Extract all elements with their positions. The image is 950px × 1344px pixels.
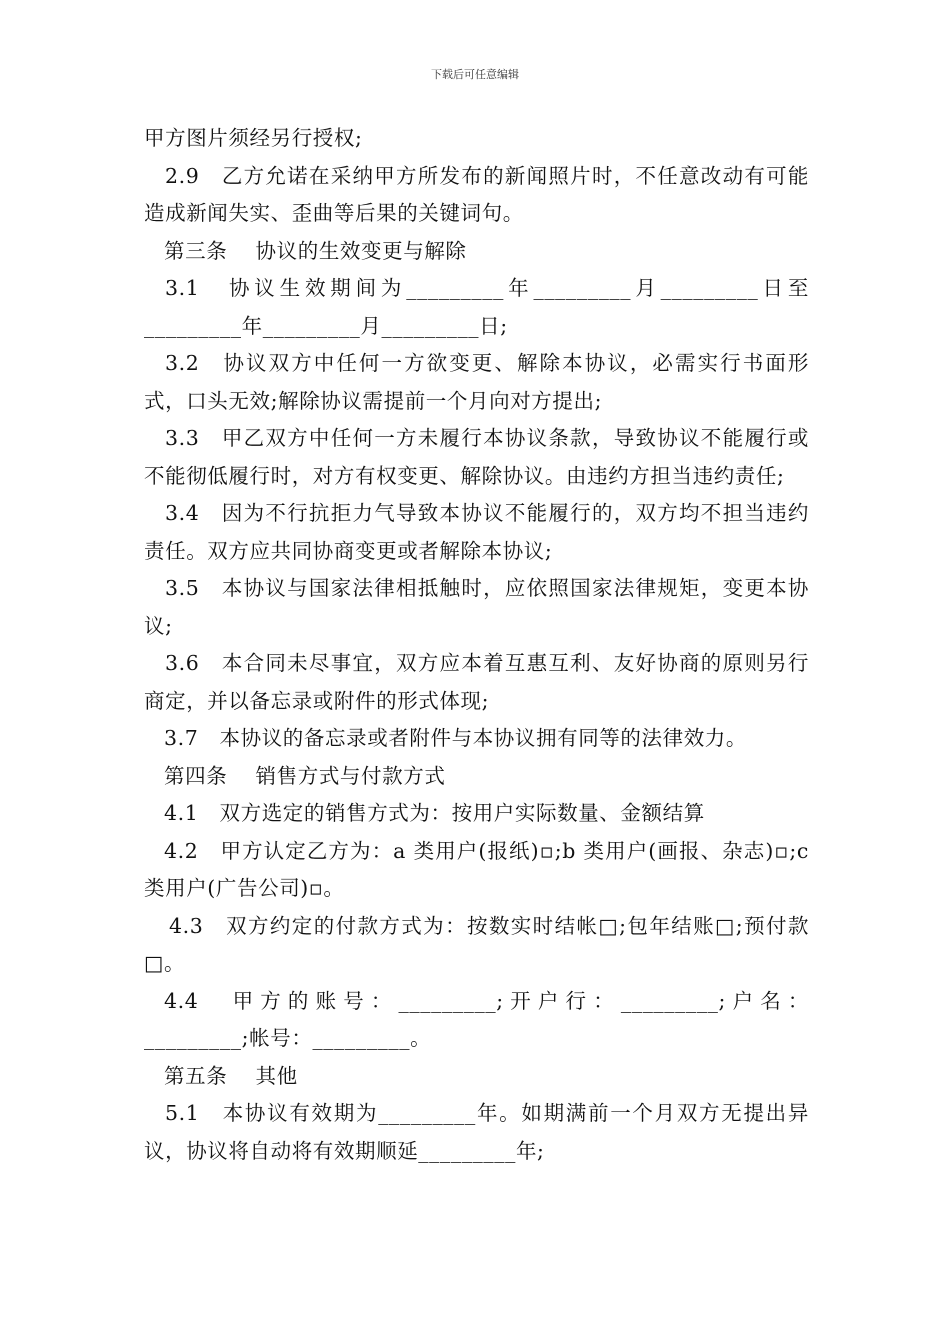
clause-3-2: 3.2 协议双方中任何一方欲变更、解除本协议，必需实行书面形式，口头无效;解除协议需提前一个月向对方提出; bbox=[144, 351, 809, 413]
clause-3-5: 3.5 本协议与国家法律相抵触时，应依照国家法律规矩，变更本协议; bbox=[144, 576, 809, 638]
page-header: 下载后可任意编辑 bbox=[431, 68, 519, 81]
clause-4-2: 4.2 甲方认定乙方为：a 类用户(报纸)▫;b 类用户(画报、杂志)▫;c 类用户(广告公司)▫。 bbox=[144, 838, 809, 900]
paragraph-authorization: 甲方图片须经另行授权; bbox=[144, 126, 363, 150]
clause-4-3: 4.3 双方约定的付款方式为：按数实时结帐□;包年结账□;预付款□。 bbox=[144, 913, 809, 975]
clause-2-9: 2.9 乙方允诺在采纳甲方所发布的新闻照片时，不任意改动有可能造成新闻失实、歪曲等后果的关键词句。 bbox=[144, 163, 809, 225]
document-body bbox=[144, 120, 809, 1170]
clause-3-7: 3.7 本协议的备忘录或者附件与本协议拥有同等的法律效力。 bbox=[164, 726, 747, 750]
section-heading-4: 第四条 销售方式与付款方式 bbox=[164, 763, 446, 788]
clause-5-1: 5.1 本协议有效期为_________年。如期满前一个月双方无提出异议，协议将自动将有效期顺延_________年; bbox=[144, 1101, 809, 1163]
clause-3-1: 3.1 协议生效期间为_________年_________月_________日至_________年_________月_________日; bbox=[144, 276, 809, 338]
section-heading-5: 第五条 其他 bbox=[164, 1063, 298, 1088]
clause-4-1: 4.1 双方选定的销售方式为：按用户实际数量、金额结算 bbox=[164, 801, 705, 825]
clause-3-3: 3.3 甲乙双方中任何一方未履行本协议条款，导致协议不能履行或不能彻低履行时，对方有权变更、解除协议。由违约方担当违约责任; bbox=[144, 426, 809, 488]
section-heading-3: 第三条 协议的生效变更与解除 bbox=[164, 238, 467, 263]
clause-4-4: 4.4 甲方的账号：_________;开户行：_________;户名：_________;帐号：_________。 bbox=[144, 988, 809, 1050]
clause-3-6: 3.6 本合同未尽事宜，双方应本着互惠互利、友好协商的原则另行商定，并以备忘录或附件的形式体现; bbox=[144, 651, 809, 713]
clause-3-4: 3.4 因为不行抗拒力气导致本协议不能履行的，双方均不担当违约责任。双方应共同协商变更或者解除本协议; bbox=[144, 501, 809, 563]
